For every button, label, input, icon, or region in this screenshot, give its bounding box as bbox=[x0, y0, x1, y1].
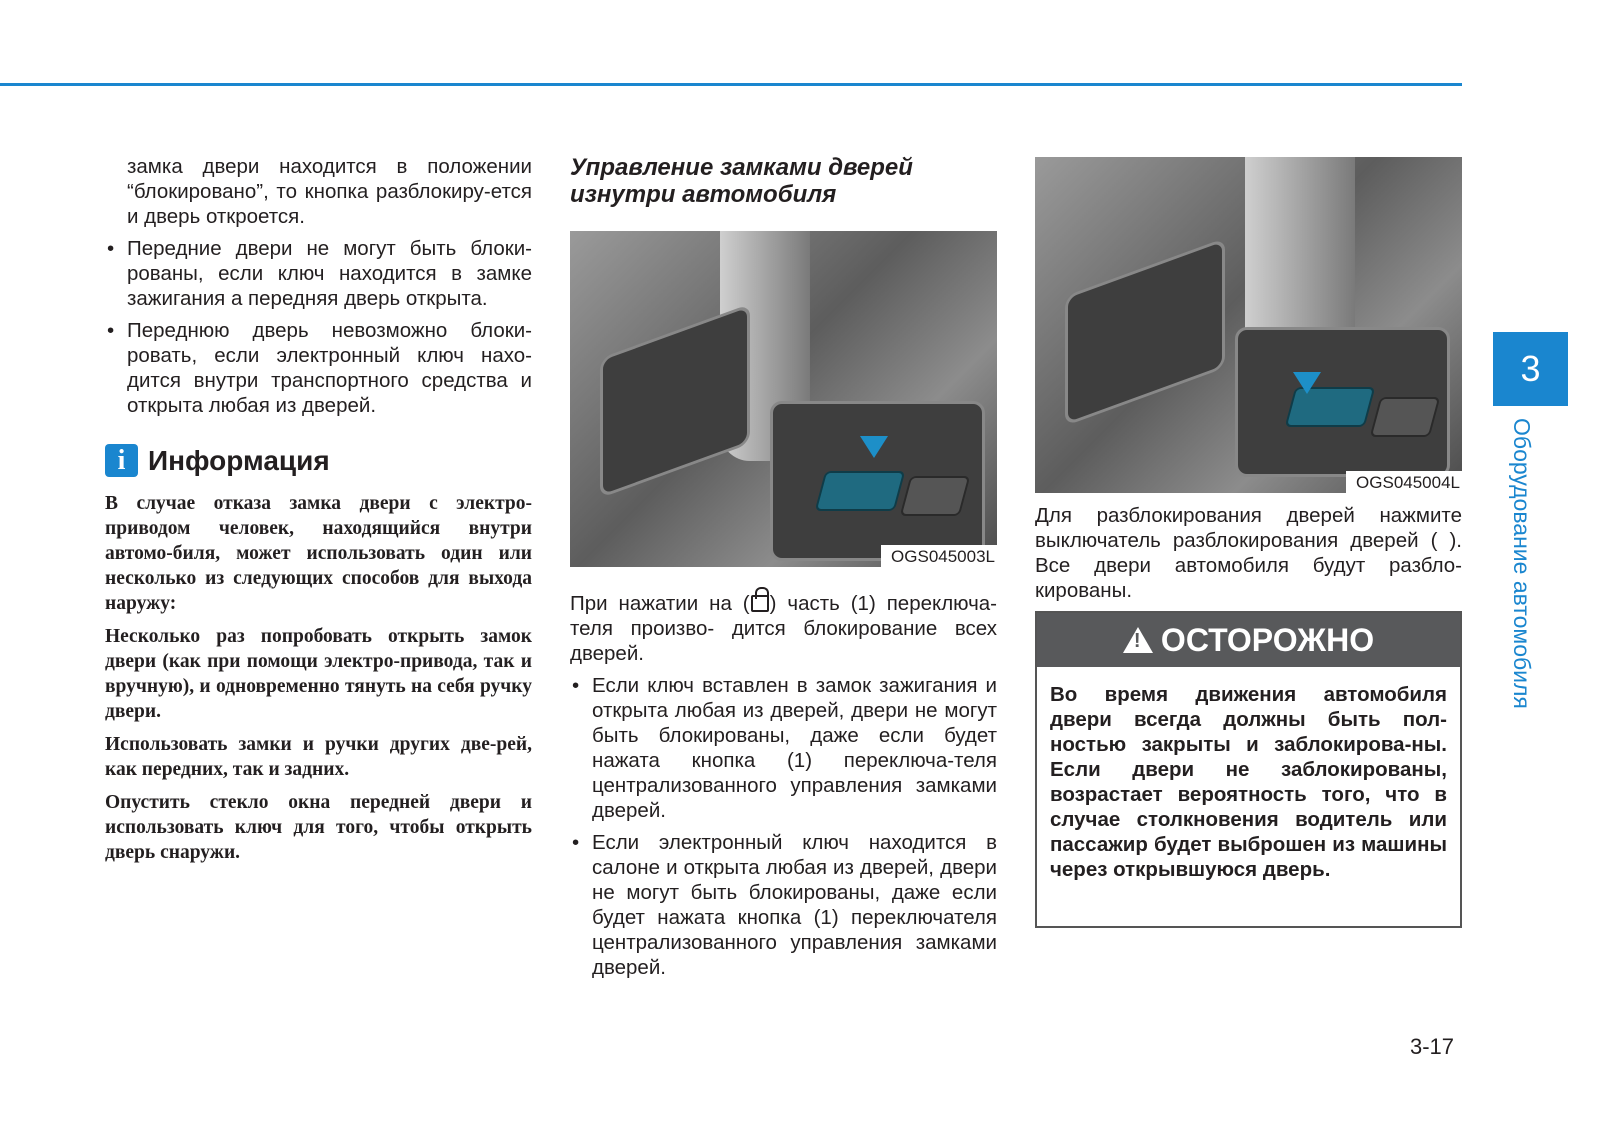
intro-text: замка двери находится в положении “блокировано”, то кнопка разблокиру-ется и дверь откроется. bbox=[127, 155, 532, 228]
list-item: • Передние двери не могут быть блоки-рованы, если ключ находится в замке зажигания а передняя дверь открыта. bbox=[105, 236, 532, 311]
door-lock-switch-image bbox=[570, 231, 997, 567]
middle-column bbox=[570, 154, 997, 208]
page-number: 3-17 bbox=[1410, 1034, 1455, 1059]
chapter-title: Оборудование автомобиля bbox=[1509, 418, 1535, 709]
right-text: Для разблокирования дверей нажмите выключатель разблокирования дверей ( ). Все двери автомобиля будут разбло-кированы. bbox=[1035, 504, 1462, 602]
info-title: Информация bbox=[148, 445, 330, 476]
section-heading: Управление замками дверей изнутри автомобиля bbox=[570, 154, 913, 208]
info-paragraph: Использовать замки и ручки других две-рей, как передних, так и задних. bbox=[105, 734, 532, 780]
middle-text bbox=[570, 591, 997, 987]
door-unlock-switch-image bbox=[1035, 157, 1462, 493]
warning-box bbox=[1035, 611, 1462, 928]
info-icon: i bbox=[105, 444, 138, 477]
warning-icon bbox=[1123, 627, 1153, 653]
image-caption: OGS045003L bbox=[881, 545, 997, 567]
list-item: • Если ключ вставлен в замок зажигания и открыта любая из дверей, двери не могут быть блокированы, даже если будет нажата кнопка (1) переключа-теля централизованного управления замками дверей. bbox=[570, 673, 997, 823]
header-rule bbox=[0, 83, 1462, 86]
info-heading bbox=[105, 444, 532, 477]
warning-title: ОСТОРОЖНО bbox=[1160, 621, 1375, 658]
lock-icon bbox=[751, 595, 769, 612]
list-item: • Переднюю дверь невозможно блоки-ровать, если электронный ключ нахо-дится внутри транспортного средства и открыта любая из дверей. bbox=[105, 318, 532, 418]
warning-text: Во время движения автомобиля двери всегда должны быть пол-ностью закрыты и заблокирова-ны. Если двери не заблокированы, возрастает вероятность того, что в случае столкновения водитель или пассажир будет выброшен из машины через открывшуюся дверь. bbox=[1050, 683, 1447, 881]
warning-header bbox=[1037, 613, 1460, 667]
chapter-tab[interactable]: 3 bbox=[1493, 332, 1568, 406]
para-text: ) часть (1) переключа-теля произво- дится блокирование всех дверей. bbox=[570, 592, 998, 665]
info-paragraph: В случае отказа замка двери с электро-приводом человек, находящийся внутри автомо-биля, может использовать один или несколько из следующих способов для выхода наружу: bbox=[105, 493, 532, 614]
info-paragraph: Опустить стекло окна передней двери и использовать ключ для того, чтобы открыть дверь снаружи. bbox=[105, 792, 532, 863]
image-caption: OGS045004L bbox=[1346, 471, 1462, 493]
lock-paragraph bbox=[570, 591, 997, 666]
left-column bbox=[105, 154, 532, 873]
para-text: При нажатии на ( bbox=[570, 592, 750, 615]
list-item: • Если электронный ключ находится в салоне и открыта любая из дверей, двери не могут быть блокированы, даже если будет нажата кнопка (1) переключателя централизованного управления замками дверей. bbox=[570, 830, 997, 980]
info-paragraph: Несколько раз попробовать открыть замок двери (как при помощи электро-привода, так и вручную), и одновременно тянуть на себя ручку двери. bbox=[105, 626, 532, 722]
